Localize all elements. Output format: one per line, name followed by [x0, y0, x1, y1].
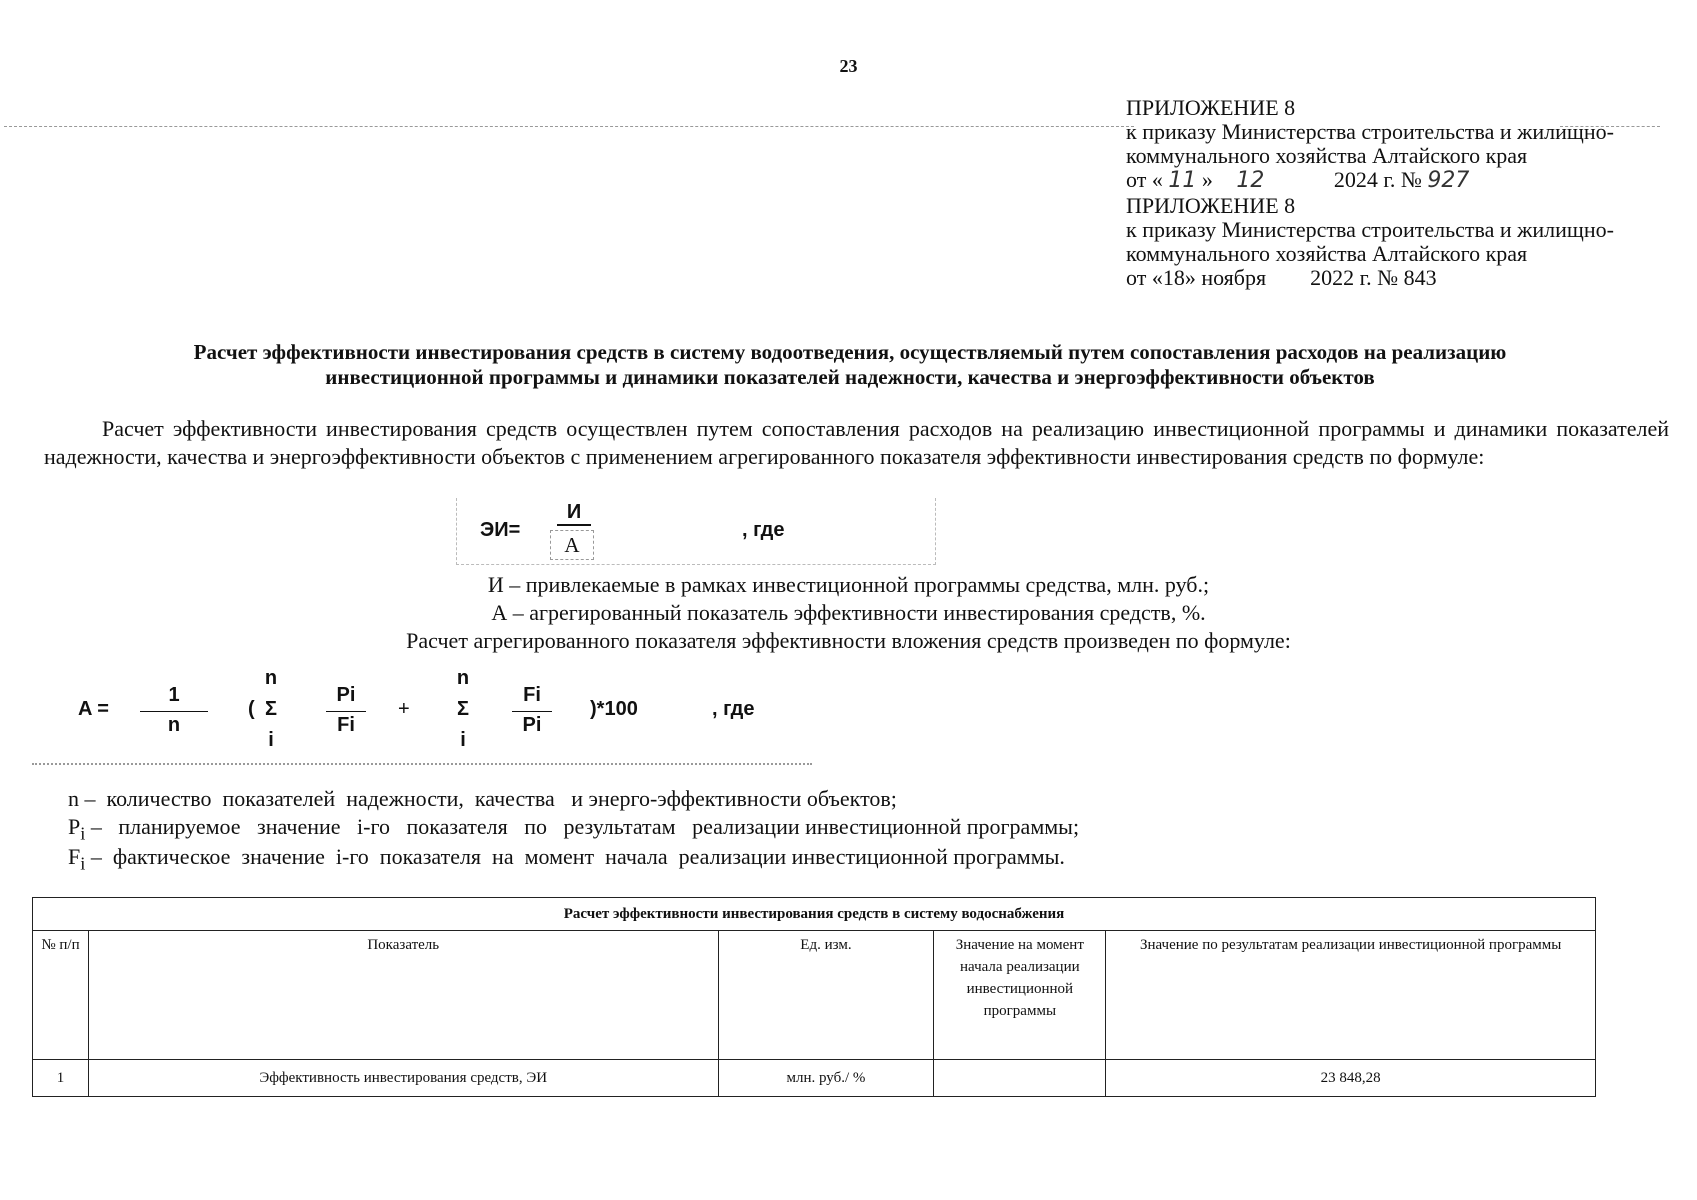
- table-cell: Эффективность инвестирования средств, ЭИ: [88, 1060, 718, 1097]
- formula-ei-where: , где: [742, 519, 785, 541]
- aggregated-formula-intro: Расчет агрегированного показателя эффективности вложения средств произведен по формуле:: [406, 628, 1291, 653]
- definition-p: $P_i$ – планируемое значение i-го показателя по результатам реализации инвестиционной программы;: [68, 814, 1080, 844]
- column-header: Ед. изм.: [718, 931, 934, 1060]
- definition-i: И – привлекаемые в рамках инвестиционной программы средства, млн. руб.;: [487, 572, 1210, 597]
- table-header-row: [33, 931, 1596, 1060]
- page-number: 23: [839, 56, 858, 76]
- appendix-title: ПРИЛОЖЕНИЕ 8: [1126, 193, 1296, 218]
- column-header: Значение на момент начала реализации инвестиционной программы: [934, 931, 1106, 1060]
- handwritten-month: 12: [1236, 168, 1265, 193]
- divider: [32, 763, 812, 765]
- table-cell: 1: [33, 1060, 89, 1097]
- column-header: № п/п: [33, 931, 89, 1060]
- sigma-icon: Σ: [456, 698, 469, 720]
- definition-n: n – количество показателей надежности, качества и энерго-эффективности объектов;: [68, 786, 897, 811]
- efficiency-table: [32, 897, 1596, 1097]
- formula-ei-denominator: А: [550, 530, 594, 560]
- appendix-block-old: [1126, 194, 1614, 290]
- appendix-line: коммунального хозяйства Алтайского края: [1126, 143, 1528, 168]
- column-header: Показатель: [88, 931, 718, 1060]
- handwritten-number: 927: [1427, 168, 1470, 193]
- table-row: [33, 1060, 1596, 1097]
- table-cell: млн. руб./ %: [718, 1060, 934, 1097]
- appendix-line: к приказу Министерства строительства и жилищно-: [1126, 217, 1614, 242]
- intro-paragraph: Расчет эффективности инвестирования средств осуществлен путем сопоставления расходов на реализацию инвестиционной программы и динамики показателей надежности, качества и энергоэффективности объектов с применением агрегированного показателя эффективности инвестирования средств по формуле:: [44, 416, 1669, 469]
- document-title: Расчет эффективности инвестирования средств в систему водоотведения, осуществляемый путем сопоставления расходов на реализацию инвестиционной программы и динамики показателей надежности, качества и энергоэффективности объектов: [193, 340, 1507, 389]
- appendix-date: от « 11 » 12 2024 г. № 927: [1126, 167, 1470, 193]
- table-caption: Расчет эффективности инвестирования средств в систему водоснабжения: [33, 898, 1596, 931]
- appendix-block-new: [1126, 96, 1614, 193]
- column-header: Значение по результатам реализации инвестиционной программы: [1106, 931, 1596, 1060]
- table-cell: [934, 1060, 1106, 1097]
- formula-ei-numerator: И: [557, 500, 591, 526]
- appendix-line: коммунального хозяйства Алтайского края: [1126, 241, 1528, 266]
- table-cell: 23 848,28: [1106, 1060, 1596, 1097]
- formula-ei-lhs: ЭИ=: [480, 519, 521, 541]
- handwritten-day: 11: [1168, 168, 1197, 193]
- appendix-line: от «18» ноября 2022 г. № 843: [1126, 265, 1437, 290]
- scan-artifact-line: [4, 126, 1134, 127]
- appendix-title: ПРИЛОЖЕНИЕ 8: [1126, 95, 1296, 120]
- sigma-icon: Σ: [264, 698, 277, 720]
- definition-a: А – агрегированный показатель эффективности инвестирования средств, %.: [491, 600, 1206, 625]
- definition-f: $F_i$ – фактическое значение i-го показателя на момент начала реализации инвестиционной программы.: [68, 844, 1065, 874]
- formula-ei-frame: [456, 498, 936, 565]
- appendix-line: к приказу Министерства строительства и жилищно-: [1126, 119, 1614, 144]
